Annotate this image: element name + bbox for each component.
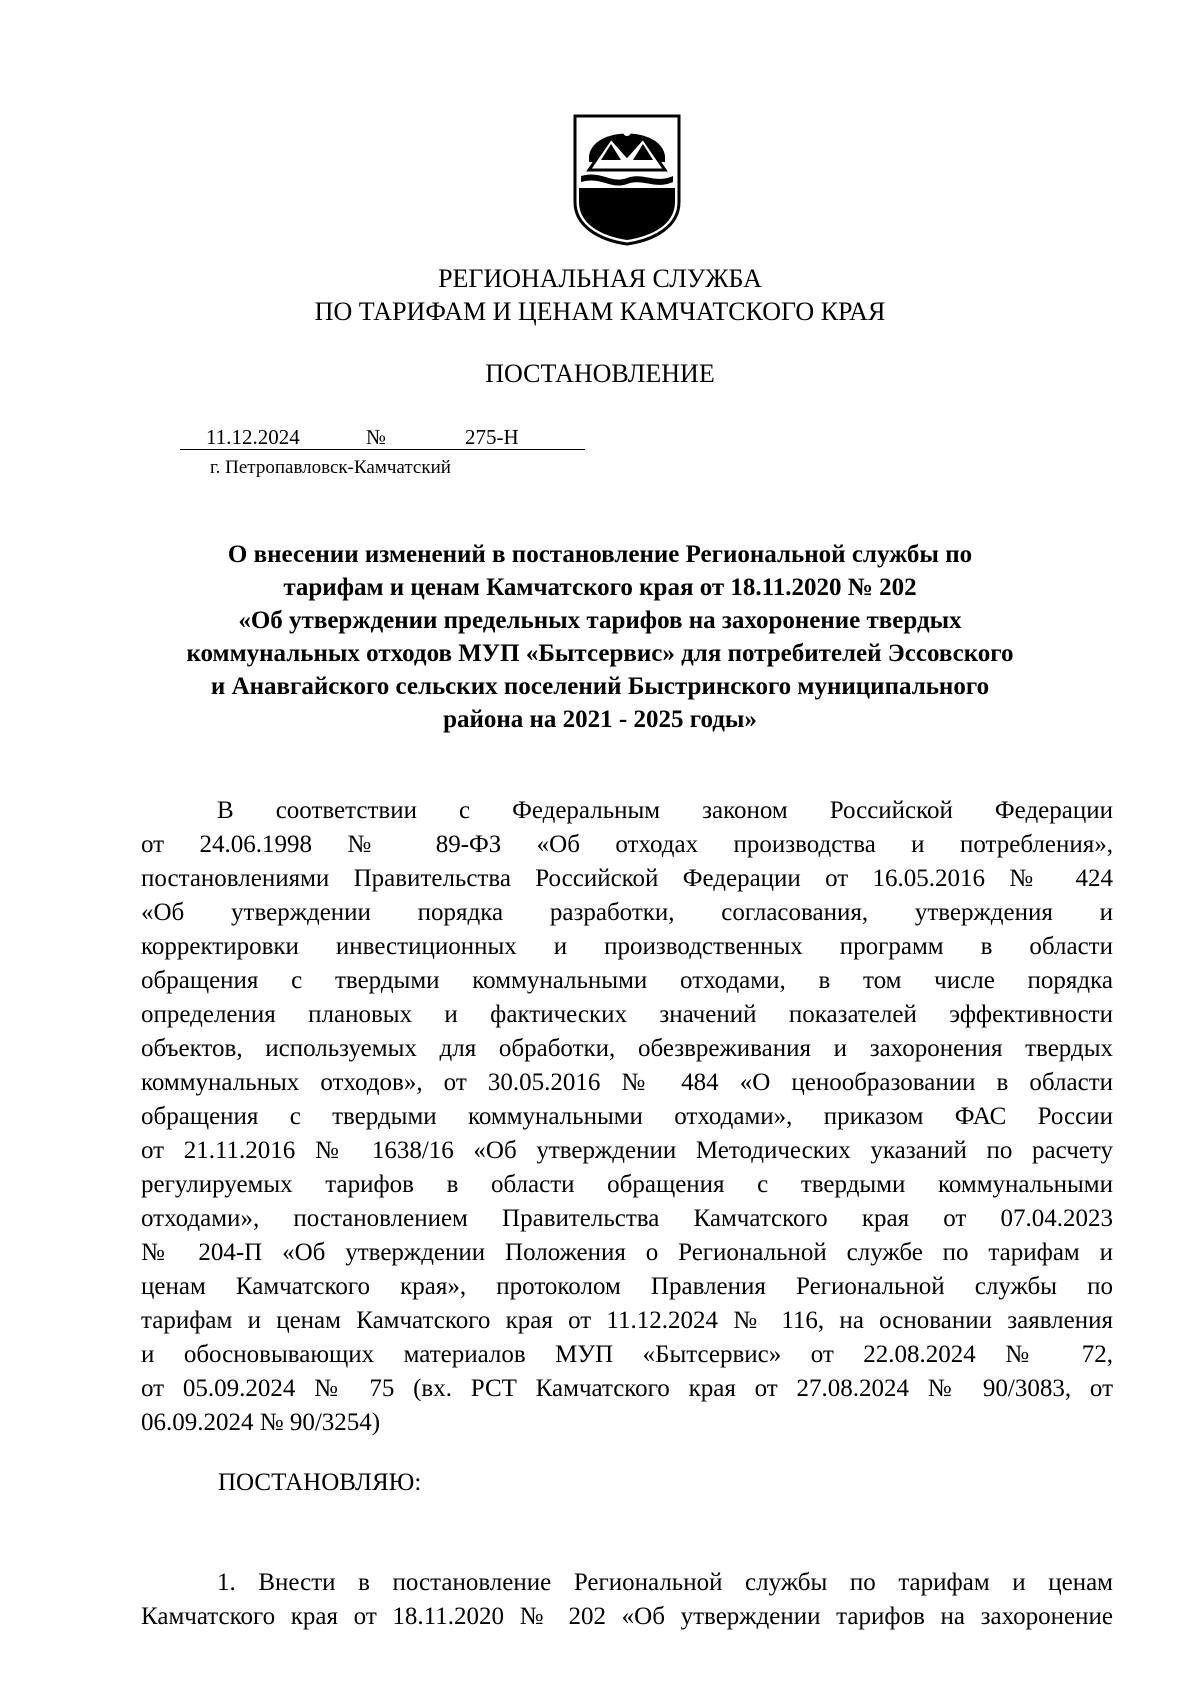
organization-name-line2: ПО ТАРИФАМ И ЦЕНАМ КАМЧАТСКОГО КРАЯ — [314, 297, 886, 326]
text-line: «Об утверждении порядка разработки, согласования, утверждения и — [141, 899, 1113, 926]
text-line: и обосновывающих материалов МУП «Бытсервис» от 22.08.2024 № 72, — [141, 1341, 1113, 1368]
text-line: ценам Камчатского края», протоколом Правления Региональной службы по — [141, 1273, 1113, 1300]
text-line: определения плановых и фактических значений показателей эффективности — [141, 1001, 1113, 1028]
title-line: О внесении изменений в постановление Региональной службы по — [227, 541, 973, 568]
text-line: отходами», постановлением Правительства Камчатского края от 07.04.2023 — [141, 1205, 1113, 1232]
text-line: Камчатского края от 18.11.2020 № 202 «Об утверждении тарифов на захоронение — [141, 1603, 1113, 1630]
organization-name-line1: РЕГИОНАЛЬНАЯ СЛУЖБА — [438, 264, 762, 293]
text-line: от 05.09.2024 № 75 (вх. РСТ Камчатского края от 27.08.2024 № 90/3083, от — [141, 1375, 1113, 1402]
text-line: от 24.06.1998 № 89-ФЗ «Об отходах производства и потребления», — [141, 831, 1113, 858]
decree-word: ПОСТАНОВЛЯЮ: — [218, 1469, 422, 1496]
text-line: тарифам и ценам Камчатского края от 11.12.2024 № 116, на основании заявления — [141, 1307, 1113, 1334]
text-line: обращения с твердыми коммунальными отходами», приказом ФАС России — [141, 1103, 1113, 1130]
text-line: от 21.11.2016 № 1638/16 «Об утверждении Методических указаний по расчету — [141, 1137, 1113, 1164]
title-line: «Об утверждении предельных тарифов на захоронение твердых — [238, 607, 962, 634]
text-line: 06.09.2024 № 90/3254) — [141, 1409, 381, 1436]
text-line: объектов, используемых для обработки, обезвреживания и захоронения твердых — [141, 1035, 1113, 1062]
text-line: 1. Внести в постановление Региональной службы по тарифам и ценам — [217, 1569, 1113, 1596]
text-line: регулируемых тарифов в области обращения с твердыми коммунальными — [141, 1171, 1113, 1198]
paragraph-item-1 — [141, 1566, 1113, 1634]
coat-of-arms-icon — [571, 110, 683, 246]
date-number-underline — [180, 449, 585, 450]
paragraph-preamble — [141, 794, 1113, 1440]
text-line: постановлениями Правительства Российской Федерации от 16.05.2016 № 424 — [141, 865, 1113, 892]
text-line: корректировки инвестиционных и производственных программ в области — [141, 933, 1113, 960]
text-line: № 204-П «Об утверждении Положения о Региональной службе по тарифам и — [141, 1239, 1113, 1266]
document-type: ПОСТАНОВЛЕНИЕ — [485, 359, 715, 388]
title-line: и Анавгайского сельских поселений Быстринского муниципального — [210, 673, 990, 700]
title-line: тарифам и ценам Камчатского края от 18.11.2020 № 202 — [283, 574, 917, 601]
document-date: 11.12.2024 — [206, 425, 300, 449]
document-number: 275-Н — [465, 425, 519, 449]
document-title — [150, 538, 1050, 736]
document-place: г. Петропавловск-Камчатский — [210, 457, 451, 478]
text-line: В соответствии с Федеральным законом Российской Федерации — [217, 797, 1113, 824]
number-sign: № — [366, 425, 387, 449]
title-line: района на 2021 - 2025 годы» — [443, 706, 757, 733]
title-line: коммунальных отходов МУП «Бытсервис» для потребителей Эссовского — [186, 640, 1014, 667]
text-line: обращения с твердыми коммунальными отходами, в том числе порядка — [141, 967, 1113, 994]
text-line: коммунальных отходов», от 30.05.2016 № 484 «О ценообразовании в области — [141, 1069, 1113, 1096]
